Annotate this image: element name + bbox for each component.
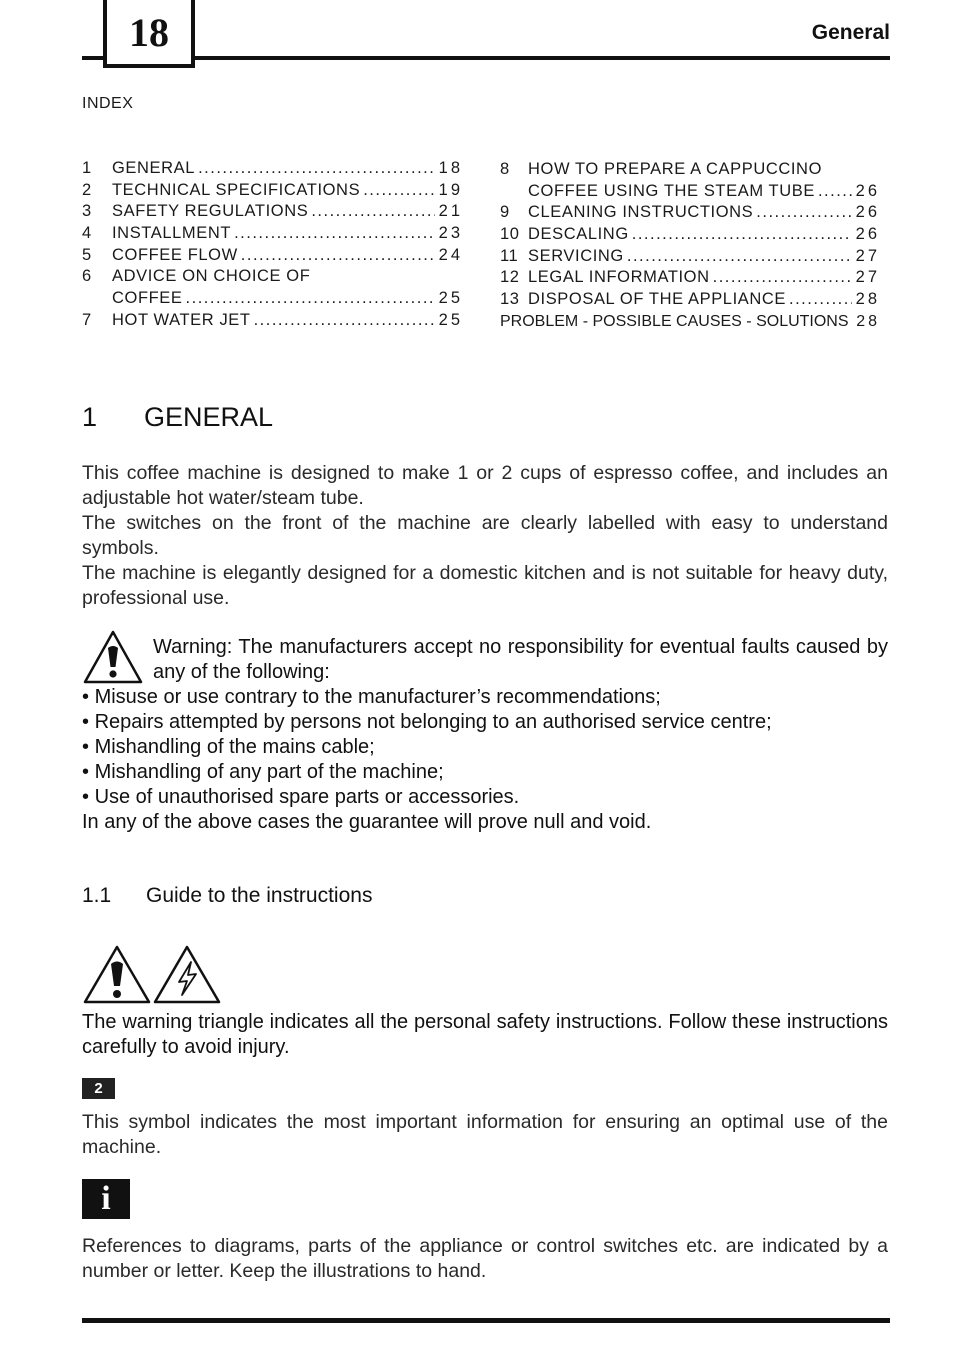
footer-rule xyxy=(82,1318,890,1323)
toc-item-page: 24 xyxy=(435,245,463,267)
toc-item[interactable] xyxy=(500,311,880,333)
subsection-number: 1.1 xyxy=(82,884,112,907)
toc-item-number: 10 xyxy=(500,225,520,244)
toc-item-page: 27 xyxy=(852,267,880,289)
toc-item-page: 25 xyxy=(435,288,463,310)
toc-item-page: 28 xyxy=(852,311,880,333)
toc-item-title: COFFEE FLOW xyxy=(112,245,241,267)
section-title: GENERAL xyxy=(144,402,274,432)
toc-item-number: 7 xyxy=(82,310,92,329)
warning-bullet: • Repairs attempted by persons not belonging to an authorised service centre; xyxy=(82,710,888,735)
toc-item-page: 25 xyxy=(435,310,463,332)
warning-triangle-icon xyxy=(82,629,144,692)
toc-left-column xyxy=(82,158,463,332)
toc-item-title-continuation: COFFEE USING THE STEAM TUBE xyxy=(528,181,818,203)
toc-item-number: 13 xyxy=(500,290,520,309)
toc-leader-dots xyxy=(789,289,852,311)
toc-item-title: CLEANING INSTRUCTIONS xyxy=(528,202,756,224)
header-rule-right xyxy=(195,56,890,60)
toc-item-title: INSTALLMENT xyxy=(112,223,234,245)
toc-item-page: 19 xyxy=(435,180,463,202)
toc-item-continuation[interactable] xyxy=(82,288,463,310)
toc-leader-dots xyxy=(198,158,435,180)
toc-item[interactable] xyxy=(82,310,463,332)
toc-item-page: 26 xyxy=(852,202,880,224)
toc-item-title: SERVICING xyxy=(528,246,627,268)
toc-item-page: 27 xyxy=(852,246,880,268)
warning-triangle-icon xyxy=(82,944,152,1011)
electric-hazard-icon xyxy=(152,944,222,1011)
paragraph-line: The machine is elegantly designed for a domestic kitchen and is not suitable for heavy duty, professional use. xyxy=(82,562,888,609)
toc-item[interactable] xyxy=(82,158,463,180)
paragraph-line: The switches on the front of the machine are clearly labelled with easy to understand symbols. xyxy=(82,512,888,559)
toc-item-page: 18 xyxy=(435,158,463,180)
toc-item[interactable] xyxy=(82,201,463,223)
toc-item-number: 4 xyxy=(82,224,92,243)
toc-leader-dots xyxy=(363,180,434,202)
toc-item-number: 2 xyxy=(82,180,92,199)
toc-item-title: LEGAL INFORMATION xyxy=(528,267,713,289)
toc-leader-dots xyxy=(818,181,852,203)
toc-item-title: GENERAL xyxy=(112,158,198,180)
toc-item-title: SAFETY REGULATIONS xyxy=(112,201,311,223)
toc-item-number: 12 xyxy=(500,268,520,287)
warning-bullet: • Mishandling of any part of the machine; xyxy=(82,760,888,785)
toc-item[interactable] xyxy=(500,159,880,181)
toc-item-page: 28 xyxy=(852,289,880,311)
toc-item[interactable] xyxy=(500,289,880,311)
toc-item-continuation[interactable] xyxy=(500,181,880,203)
section-header-title: General xyxy=(811,21,890,44)
toc-item-page: 23 xyxy=(435,223,463,245)
toc-item-number: 8 xyxy=(500,160,510,178)
paragraph-line: This coffee machine is designed to make 1 or 2 cups of espresso coffee, and includes an adjustable hot water/steam tube. xyxy=(82,462,888,509)
section-heading-general xyxy=(82,402,273,433)
toc-item-title: ADVICE ON CHOICE OF xyxy=(112,267,311,286)
toc-leader-dots xyxy=(311,201,434,223)
toc-item-number: 9 xyxy=(500,203,510,222)
page-number-box xyxy=(103,0,195,68)
warning-intro-row xyxy=(82,635,888,685)
toc-item-number: 3 xyxy=(82,202,92,221)
toc-item[interactable] xyxy=(500,202,880,224)
toc-leader-dots xyxy=(186,288,435,310)
toc-item[interactable] xyxy=(82,266,463,288)
toc-leader-dots xyxy=(241,245,435,267)
page-number: 18 xyxy=(129,9,169,55)
warning-bullet: • Mishandling of the mains cable; xyxy=(82,735,888,760)
warning-closing: In any of the above cases the guarantee will prove null and void. xyxy=(82,811,652,833)
toc-item-number: 5 xyxy=(82,245,92,264)
toc-item-page: 26 xyxy=(852,181,880,203)
toc-item-title-continuation: COFFEE xyxy=(112,288,186,310)
subsection-heading-guide xyxy=(82,884,372,908)
general-paragraph xyxy=(82,461,888,611)
subsection-title: Guide to the instructions xyxy=(146,884,373,907)
badge-explanation: This symbol indicates the most important information for ensuring an optimal use of the machine. xyxy=(82,1111,888,1158)
toc-leader-dots xyxy=(756,202,851,224)
warning-block xyxy=(82,635,888,835)
toc-item-title: DESCALING xyxy=(528,224,632,246)
warning-bullet: • Use of unauthorised spare parts or accessories. xyxy=(82,785,888,810)
warning-bullet: • Misuse or use contrary to the manufacturer’s recommendations; xyxy=(82,685,888,710)
toc-item-title: HOW TO PREPARE A CAPPUCCINO xyxy=(528,160,823,178)
toc-item[interactable] xyxy=(82,245,463,267)
toc-leader-dots xyxy=(632,224,852,246)
toc-item-title: TECHNICAL SPECIFICATIONS xyxy=(112,180,363,202)
index-heading: INDEX xyxy=(82,95,134,112)
toc-item[interactable] xyxy=(500,267,880,289)
toc-leader-dots xyxy=(254,310,435,332)
toc-right-column xyxy=(500,159,880,333)
triangle-explanation: The warning triangle indicates all the personal safety instructions. Follow these instructions carefully to avoid injury. xyxy=(82,1011,888,1058)
section-number: 1 xyxy=(82,402,98,432)
info-explanation: References to diagrams, parts of the appliance or control switches etc. are indicated by a number or letter. Keep the illustrations to hand. xyxy=(82,1235,888,1282)
important-info-badge: 2 xyxy=(82,1078,115,1099)
toc-item-number: 11 xyxy=(500,246,519,265)
toc-item-number: 6 xyxy=(82,267,92,286)
toc-item[interactable] xyxy=(82,180,463,202)
toc-item-number: 1 xyxy=(82,159,92,177)
toc-item-page: 21 xyxy=(435,201,463,223)
info-icon: i xyxy=(82,1179,130,1219)
toc-item-title: PROBLEM - POSSIBLE CAUSES - SOLUTIONS xyxy=(500,311,852,333)
warning-intro-text: Warning: The manufacturers accept no responsibility for eventual faults caused by any of the following: xyxy=(153,636,888,683)
toc-item[interactable] xyxy=(500,224,880,246)
toc-leader-dots xyxy=(627,246,852,268)
toc-leader-dots xyxy=(713,267,852,289)
toc-leader-dots xyxy=(234,223,435,245)
toc-item-title: DISPOSAL OF THE APPLIANCE xyxy=(528,289,789,311)
toc-item[interactable] xyxy=(82,223,463,245)
toc-item-page: 26 xyxy=(852,224,880,246)
toc-item-title: HOT WATER JET xyxy=(112,310,254,332)
toc-item[interactable] xyxy=(500,246,880,268)
